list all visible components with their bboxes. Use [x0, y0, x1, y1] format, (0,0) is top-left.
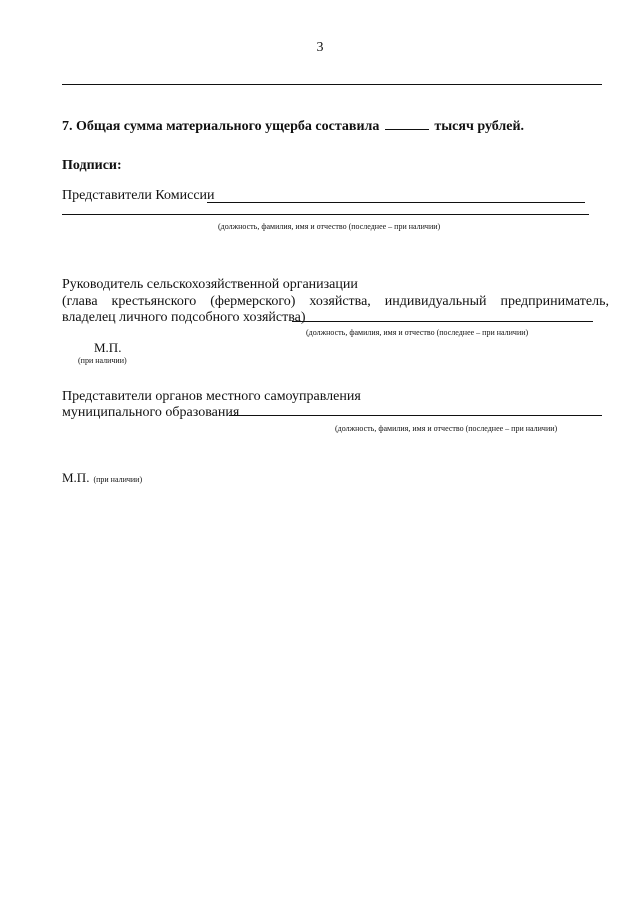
agri-word-3: (фермерского)	[210, 294, 296, 309]
page-number: 3	[316, 40, 324, 55]
item7-lead: 7. Общая сумма материального ущерба составила	[62, 119, 380, 134]
header-rule	[62, 84, 602, 85]
agri-word-2: крестьянского	[111, 294, 197, 309]
commission-signature-line-2[interactable]	[62, 214, 589, 215]
damage-amount-blank[interactable]	[385, 117, 429, 130]
final-stamp	[62, 469, 142, 487]
signatures-heading: Подписи:	[62, 158, 122, 173]
commission-label: Представители Комиссии	[62, 188, 215, 203]
commission-caption: (должность, фамилия, имя и отчество (последнее – при наличии)	[218, 222, 441, 231]
final-stamp-note: (при наличии)	[93, 475, 143, 484]
agri-word-6: предприниматель,	[500, 294, 609, 309]
item7-tail: тысяч рублей.	[434, 119, 525, 134]
agri-word-5: индивидуальный	[384, 294, 487, 309]
final-stamp-label: М.П.	[62, 470, 90, 485]
local-gov-line1: Представители органов местного самоуправления	[62, 389, 361, 404]
agri-org-line3: владелец личного подсобного хозяйства)	[62, 310, 306, 325]
local-gov-signature-line[interactable]	[229, 415, 602, 416]
agri-org-caption: (должность, фамилия, имя и отчество (последнее – при наличии)	[306, 328, 529, 337]
agri-org-line2	[62, 294, 609, 310]
agri-word-4: хозяйства,	[309, 294, 371, 309]
item7-line	[62, 117, 524, 135]
agri-org-stamp-note: (при наличии)	[78, 356, 127, 365]
commission-signature-line-1[interactable]	[207, 202, 585, 203]
agri-org-stamp: М.П.	[94, 340, 122, 355]
agri-word-1: (глава	[62, 294, 98, 309]
agri-org-line1: Руководитель сельскохозяйственной организации	[62, 277, 358, 292]
agri-org-signature-line[interactable]	[292, 321, 593, 322]
local-gov-caption: (должность, фамилия, имя и отчество (последнее – при наличии)	[335, 424, 558, 433]
local-gov-line2: муниципального образования	[62, 405, 240, 420]
